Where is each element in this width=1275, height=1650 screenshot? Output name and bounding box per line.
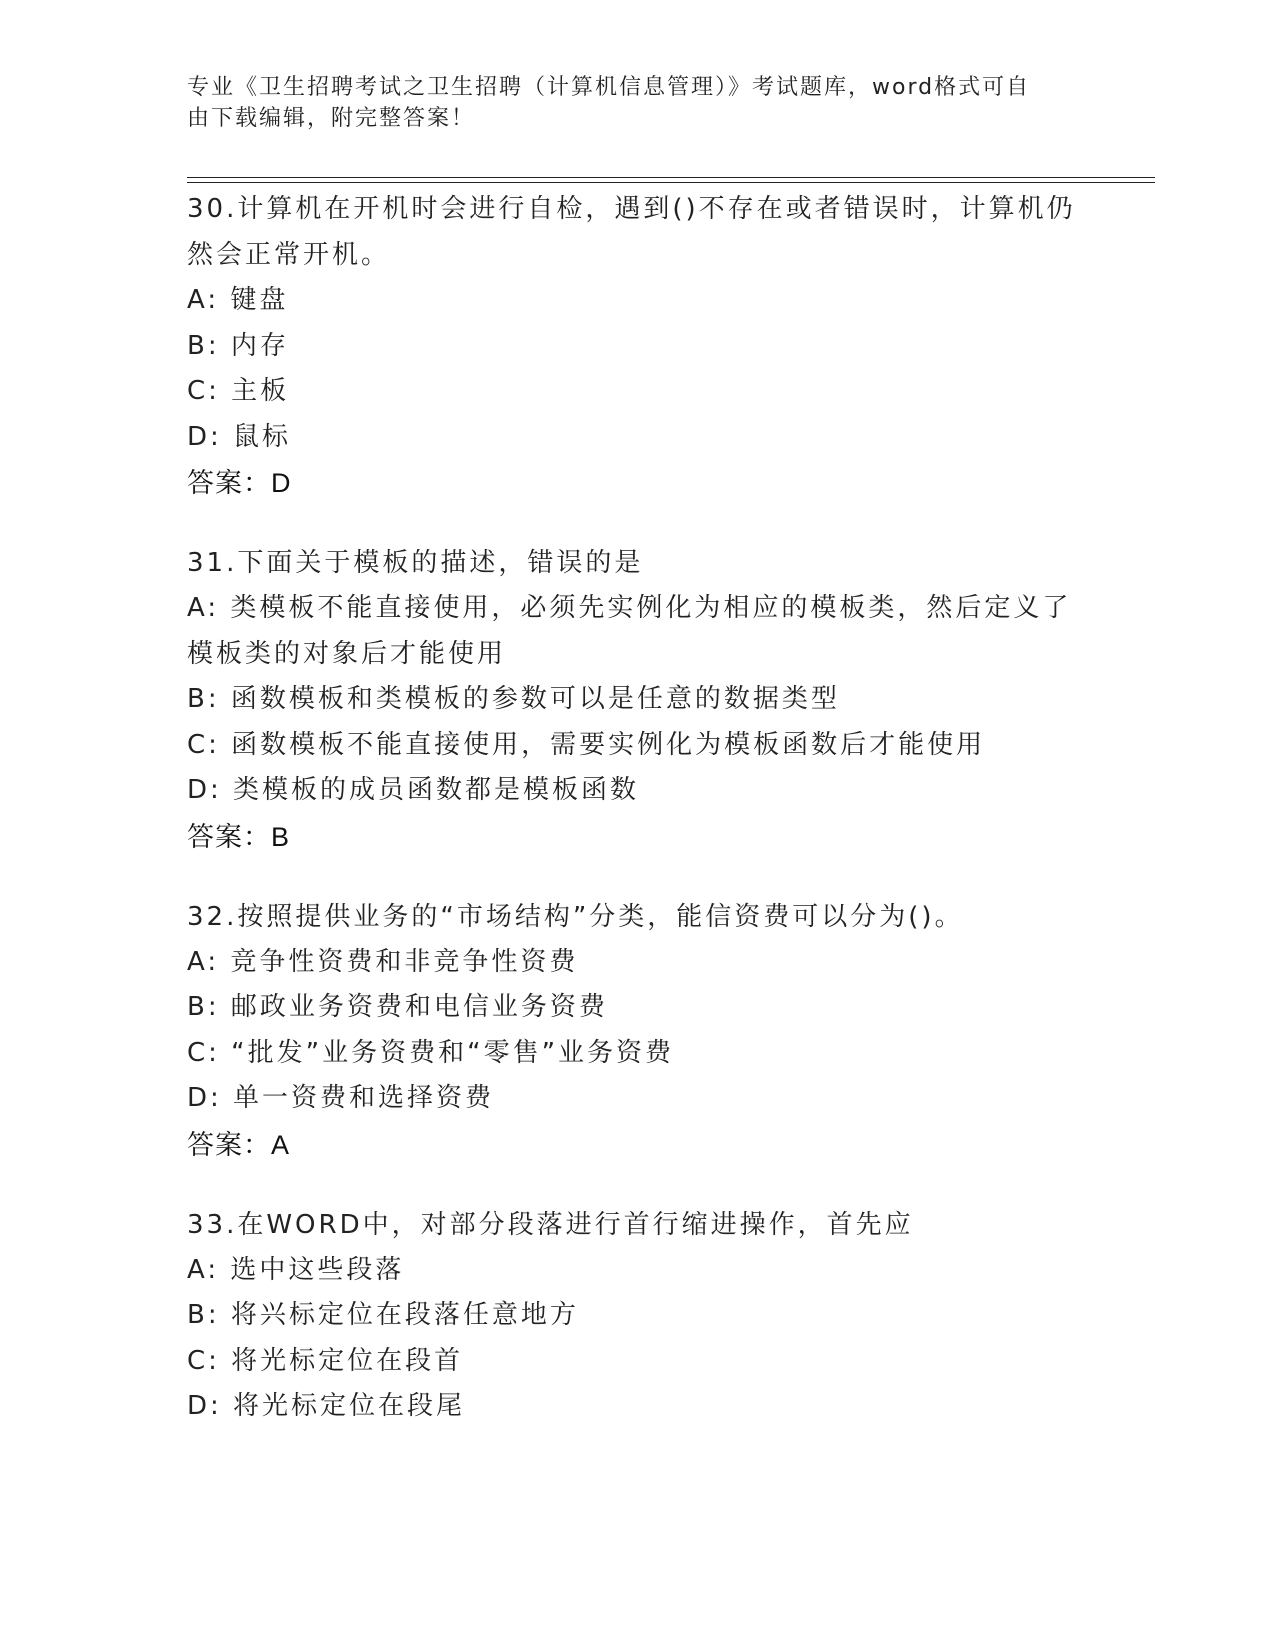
question-stem: 32.按照提供业务的“市场结构”分类，能信资费可以分为()。 bbox=[187, 901, 964, 932]
option-c: C: 主板 bbox=[187, 376, 290, 406]
answer: 答案：B bbox=[187, 821, 291, 852]
option-d: D: 单一资费和选择资费 bbox=[187, 1083, 495, 1113]
question-33 bbox=[187, 1202, 1087, 1430]
option-b: B: 邮政业务资费和电信业务资费 bbox=[187, 992, 608, 1022]
option-b: B: 将兴标定位在段落任意地方 bbox=[187, 1300, 579, 1330]
option-b: B: 内存 bbox=[187, 330, 289, 361]
question-30 bbox=[187, 186, 1087, 506]
option-a: A: 选中这些段落 bbox=[187, 1254, 405, 1285]
question-stem-continued: 然会正常开机。 bbox=[187, 240, 391, 270]
answer: 答案：A bbox=[187, 1129, 291, 1160]
question-list bbox=[187, 186, 1087, 1464]
question-stem: 31.下面关于模板的描述，错误的是 bbox=[187, 548, 644, 578]
option-a-continued: 模板类的对象后才能使用 bbox=[187, 638, 507, 669]
header-line-2: 由下载编辑，附完整答案！ bbox=[187, 106, 476, 131]
option-d: D: 鼠标 bbox=[187, 421, 292, 452]
option-d: D: 类模板的成员函数都是模板函数 bbox=[187, 775, 640, 805]
header-divider-top bbox=[187, 177, 1155, 178]
document-header bbox=[187, 72, 1087, 134]
option-a: A: 类模板不能直接使用，必须先实例化为相应的模板类，然后定义了 bbox=[187, 593, 1072, 623]
option-b: B: 函数模板和类模板的参数可以是任意的数据类型 bbox=[187, 684, 840, 714]
header-line-1: 专业《卫生招聘考试之卫生招聘（计算机信息管理）》考试题库，word格式可自 bbox=[187, 75, 1031, 100]
option-d: D: 将光标定位在段尾 bbox=[187, 1391, 466, 1421]
question-stem: 33.在WORD中，对部分段落进行首行缩进操作，首先应 bbox=[187, 1209, 914, 1240]
option-a: A: 键盘 bbox=[187, 285, 289, 315]
option-c: C: 将光标定位在段首 bbox=[187, 1345, 464, 1376]
question-32 bbox=[187, 894, 1087, 1168]
option-c: C: “批发”业务资费和“零售”业务资费 bbox=[187, 1037, 675, 1068]
answer: 答案：D bbox=[187, 468, 292, 498]
option-a: A: 竞争性资费和非竞争性资费 bbox=[187, 946, 579, 977]
question-31 bbox=[187, 540, 1087, 860]
header-divider-bottom bbox=[187, 182, 1155, 183]
option-c: C: 函数模板不能直接使用，需要实例化为模板函数后才能使用 bbox=[187, 729, 986, 760]
question-stem: 30.计算机在开机时会进行自检，遇到()不存在或者错误时，计算机仍 bbox=[187, 194, 1076, 224]
